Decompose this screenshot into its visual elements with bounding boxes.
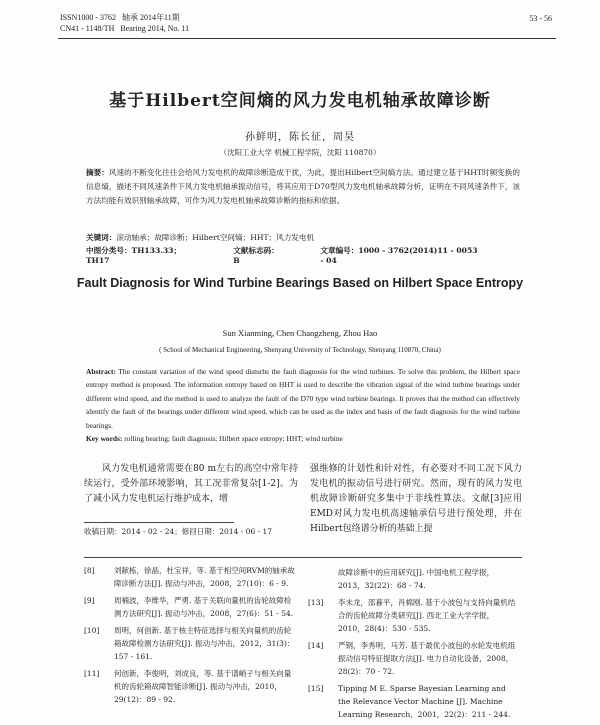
keywords-cn-text: 滚动轴承；故障诊断；Hilbert空间熵；HHT；风力发电机 <box>116 233 315 242</box>
affiliation-cn: （沈阳工业大学 机械工程学院，沈阳 110870） <box>219 148 381 157</box>
references-left <box>84 564 296 710</box>
issn: ISSN1000 - 3762 <box>60 13 117 22</box>
article-id: 文章编号：1000 - 3762(2014)11 - 0053 - 04 <box>320 246 478 265</box>
abstract-cn <box>86 166 520 208</box>
affiliation-en: ( School of Mechanical Engineering, Shenyang University of Technology, Shenyang 110870, China) <box>159 346 441 354</box>
reference-text: 周楠波，李维华，严勇. 基于关联向量机的齿轮故障检测方法研究[J]. 振动与冲击，2008，27(6)：51 - 54. <box>114 596 294 618</box>
keywords-cn-label: 关键词： <box>86 233 117 242</box>
reference-number: [15] <box>308 684 324 693</box>
references-divider <box>84 557 522 558</box>
footnote-divider <box>84 522 234 523</box>
reference-item <box>308 682 520 721</box>
body-left-paragraph: 风力发电机通常需要在80 m左右的高空中常年持续运行，受外部环境影响，其工况非常复杂[1-2]。为了减小风力发电机运行维护成本，增 <box>84 464 298 504</box>
abstract-en-text: The constant variation of the wind speed disturbs the fault diagnosis for the wind turbines. To solve this problem, the Hilbert space entropy method is proposed. The information entropy based on HHT is used to describe the vibration signal of the wind turbine bearings under different wind speed, and the method is used to analyze the fault of the D70 type wind turbine bearings. It proves that the method can effectively identify the fault of the bearings under different wind speed, which can be used as the index and basis of the fault diagnosis for the wind turbine bearings. <box>86 367 520 430</box>
authors-en: Sun Xianming, Chen Changzheng, Zhou Hao <box>222 328 378 338</box>
page-range: 53 - 56 <box>529 14 552 23</box>
reference-number: [14] <box>308 641 324 650</box>
abstract-en-label: Abstract: <box>86 367 116 376</box>
reference-text: Tipping M E. Sparse Bayesian Learning and the Relevance Vector Machine [J]. Machine Learning Research，2001，22(2)：211 - 244. <box>338 684 511 719</box>
reference-item <box>84 594 296 620</box>
reference-number: [9] <box>84 596 95 605</box>
reference-number: [8] <box>84 566 95 575</box>
reference-item <box>84 624 296 663</box>
reference-text: 刘献栋，徐晶，杜宝祥，等. 基于相空间RVM的轴承故障诊断方法[J]. 振动与冲击，2008，27(10)：6 - 9. <box>114 566 295 588</box>
reference-text: 周明，何创新. 基于核主特征选择与相关向量机的齿轮箱故障检测方法研究[J]. 振动与冲击，2012，31(3)：157 - 161. <box>114 626 295 661</box>
reference-item <box>308 596 520 635</box>
keywords-en <box>86 434 520 443</box>
reference-item <box>84 667 296 706</box>
keywords-cn <box>86 232 520 243</box>
reference-text: 李未龙，邵暮平，肖棉刚. 基于小波包与支持向量机结合的齿轮故障分类研究[J]. 西北工业大学学报，2010，28(4)：530 - 535. <box>338 598 516 633</box>
reference-number: [10] <box>84 626 100 635</box>
reference-text: 何创新，李俊明，刘成良，等. 基于谱峭子与相关向量机的齿轮箱故障智能诊断[J]. 振动与冲击，2010，29(12)：89 - 92. <box>114 669 292 704</box>
body-right-paragraph: 强维修的计划性和针对性，有必要对不同工况下风力发电机的振动信号进行研究。然而，现有的风力发电机故障诊断研究多集中于非线性算法。文献[3]应用EMD对风力发电机高速轴承信号进行预处理，并在Hilbert包络谱分析的基础上提 <box>310 464 522 534</box>
abstract-en <box>86 365 520 432</box>
reference-number: [13] <box>308 598 324 607</box>
reference-text: 严钢，李秀明，马芳. 基于最优小波包的水轮发电机组振动信号特征提取方法[J]. 电力自动化设备，2008，28(2)：70 - 72. <box>338 641 516 676</box>
header-left <box>60 12 189 34</box>
reference-number: [11] <box>84 669 100 678</box>
classification-cn <box>86 245 520 265</box>
journal-en: Bearing 2014, No. 11 <box>120 24 190 33</box>
received-date: 收稿日期：2014 - 02 - 24；修回日期：2014 - 06 - 17 <box>84 527 273 536</box>
authors-cn: 孙鲜明，陈长征，周昊 <box>245 132 355 143</box>
abstract-cn-label: 摘要： <box>86 168 109 177</box>
abstract-cn-text: 风速的不断变化往往会给风力发电机的故障诊断造成干扰，为此，提出Hilbert空间熵方法。通过建立基于HHT时频变换的信息熵，描述不同风速条件下风力发电机轴承振动信号，将其应用于D70型风力发电机轴承故障分析，证明在不同风速条件下，该方法均能有效识别轴承故障，可作为风力发电机轴承故障诊断的指标和依据。 <box>86 168 521 205</box>
header-divider <box>58 38 556 39</box>
document-code: 文献标志码：B <box>233 246 279 265</box>
reference-item <box>84 564 296 590</box>
journal-cn: 轴承 2014年11期 <box>122 13 180 22</box>
reference-item <box>308 639 520 678</box>
keywords-en-label: Key words: <box>86 434 123 443</box>
title-cn: 基于Hilbert空间熵的风力发电机轴承故障诊断 <box>109 91 491 111</box>
cn-number: CN41 - 1148/TH <box>60 24 115 33</box>
reference-continuation <box>308 566 520 592</box>
clc-number: 中图分类号：TH133.33；TH17 <box>86 246 182 265</box>
keywords-en-text: rolling bearing; fault diagnosis; Hilbert space entropy; HHT; wind turbine <box>124 434 343 443</box>
reference-text: 故障诊断中的应用研究[J]. 中国电机工程学报，2013，32(22)：68 - 74. <box>338 568 495 590</box>
references-right <box>308 566 520 725</box>
title-en: Fault Diagnosis for Wind Turbine Bearings Based on Hilbert Space Entropy <box>76 276 524 290</box>
